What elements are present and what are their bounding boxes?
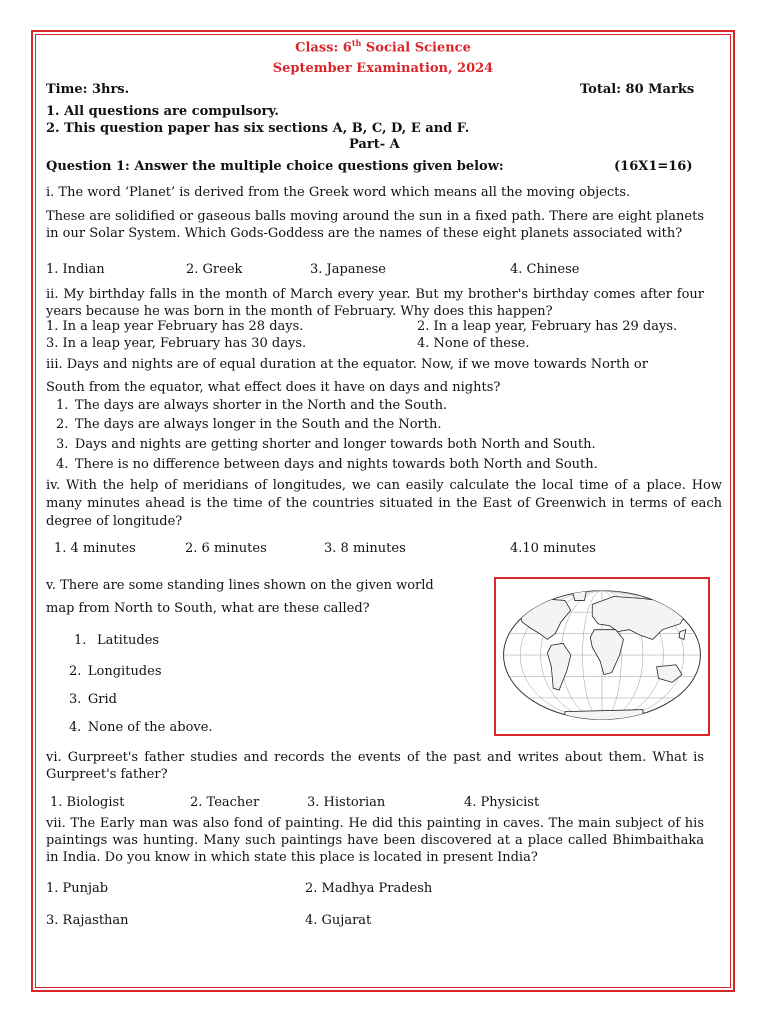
q4-option-3: 3. 8 minutes [324, 541, 406, 556]
q6-text: vi. Gurpreet's father studies and records the events of the past and writes about them. What is Gurpreet's father? [46, 750, 704, 782]
part-label: Part- A [349, 137, 400, 152]
q1-body: These are solidified or gaseous balls moving around the sun in a fixed path. There are eight planets in our Solar System. Which Gods-Goddess are the names of these eight planets associated with? [46, 209, 704, 241]
q2-text: ii. My birthday falls in the month of March every year. But my brother's birthday comes after four years because he was born in the month of February. Why does this happen? [46, 287, 704, 319]
q7-option-1: 1. Punjab [46, 881, 109, 896]
question-marks: (16X1=16) [614, 159, 693, 174]
q2-option-3: 3. In a leap year, February has 30 days. [46, 336, 307, 351]
q5-option-2: 2. Longitudes [69, 664, 162, 679]
q3-line1: iii. Days and nights are of equal duration at the equator. Now, if we move towards North or [46, 357, 648, 372]
q4-option-4: 4.10 minutes [510, 541, 596, 556]
q3-line2: South from the equator, what effect does it have on days and nights? [46, 380, 501, 395]
q2-option-1: 1. In a leap year February has 28 days. [46, 319, 304, 334]
q6-option-2: 2. Teacher [190, 795, 260, 810]
total-marks: Total: 80 Marks [580, 82, 695, 97]
q5-option-1: 1. Latitudes [74, 633, 160, 648]
q1-line1: i. The word ‘Planet’ is derived from the Greek word which means all the moving objects. [46, 185, 631, 200]
q4-option-2: 2. 6 minutes [185, 541, 267, 556]
q7-option-4: 4. Gujarat [305, 913, 372, 928]
q4-text: iv. With the help of meridians of longitudes, we can easily calculate the local time of a place. How many minutes ahead is the time of the countries situated in the East of Greenwich in terms of each degree of longitude? [46, 478, 722, 529]
instruction-2: 2. This question paper has six sections A, B, C, D, E and F. [46, 121, 470, 136]
q5-option-4: 4. None of the above. [69, 720, 213, 735]
exam-title: September Examination, 2024 [272, 61, 494, 76]
q5-line1: v. There are some standing lines shown on the given world [46, 578, 434, 593]
q7-option-3: 3. Rajasthan [46, 913, 129, 928]
q2-option-4: 4. None of these. [417, 336, 530, 351]
world-map-figure [494, 577, 710, 736]
class-title: Class: 6th Social Science [295, 38, 471, 56]
q6-option-1: 1. Biologist [50, 795, 125, 810]
q2-option-2: 2. In a leap year, February has 29 days. [417, 319, 678, 334]
q1-option-2: 2. Greek [186, 262, 243, 277]
q6-option-4: 4. Physicist [464, 795, 540, 810]
q7-text: vii. The Early man was also fond of painting. He did this painting in caves. The main subject of his paintings was hunting. Many such paintings have been discovered at a place called Bhimbaithaka in India. Do you know in which state this place is located in present India? [46, 816, 704, 865]
world-map-image [496, 579, 708, 734]
q3-option-3: 3. Days and nights are getting shorter and longer towards both North and South. [56, 437, 596, 452]
q4-option-1: 1. 4 minutes [54, 541, 136, 556]
instruction-1: 1. All questions are compulsory. [46, 104, 279, 119]
q3-option-2: 2. The days are always longer in the South and the North. [56, 417, 442, 432]
q6-option-3: 3. Historian [307, 795, 386, 810]
time-label: Time: 3hrs. [46, 82, 130, 97]
q1-option-3: 3. Japanese [310, 262, 387, 277]
q3-option-1: 1. The days are always shorter in the North and the South. [56, 398, 448, 413]
q5-option-3: 3. Grid [69, 692, 117, 707]
q3-option-4: 4. There is no difference between days and nights towards both North and South. [56, 457, 598, 472]
q7-option-2: 2. Madhya Pradesh [305, 881, 433, 896]
q1-option-4: 4. Chinese [510, 262, 580, 277]
q5-line2: map from North to South, what are these called? [46, 601, 370, 616]
q1-option-1: 1. Indian [46, 262, 105, 277]
question-title: Question 1: Answer the multiple choice questions given below: [46, 159, 504, 174]
